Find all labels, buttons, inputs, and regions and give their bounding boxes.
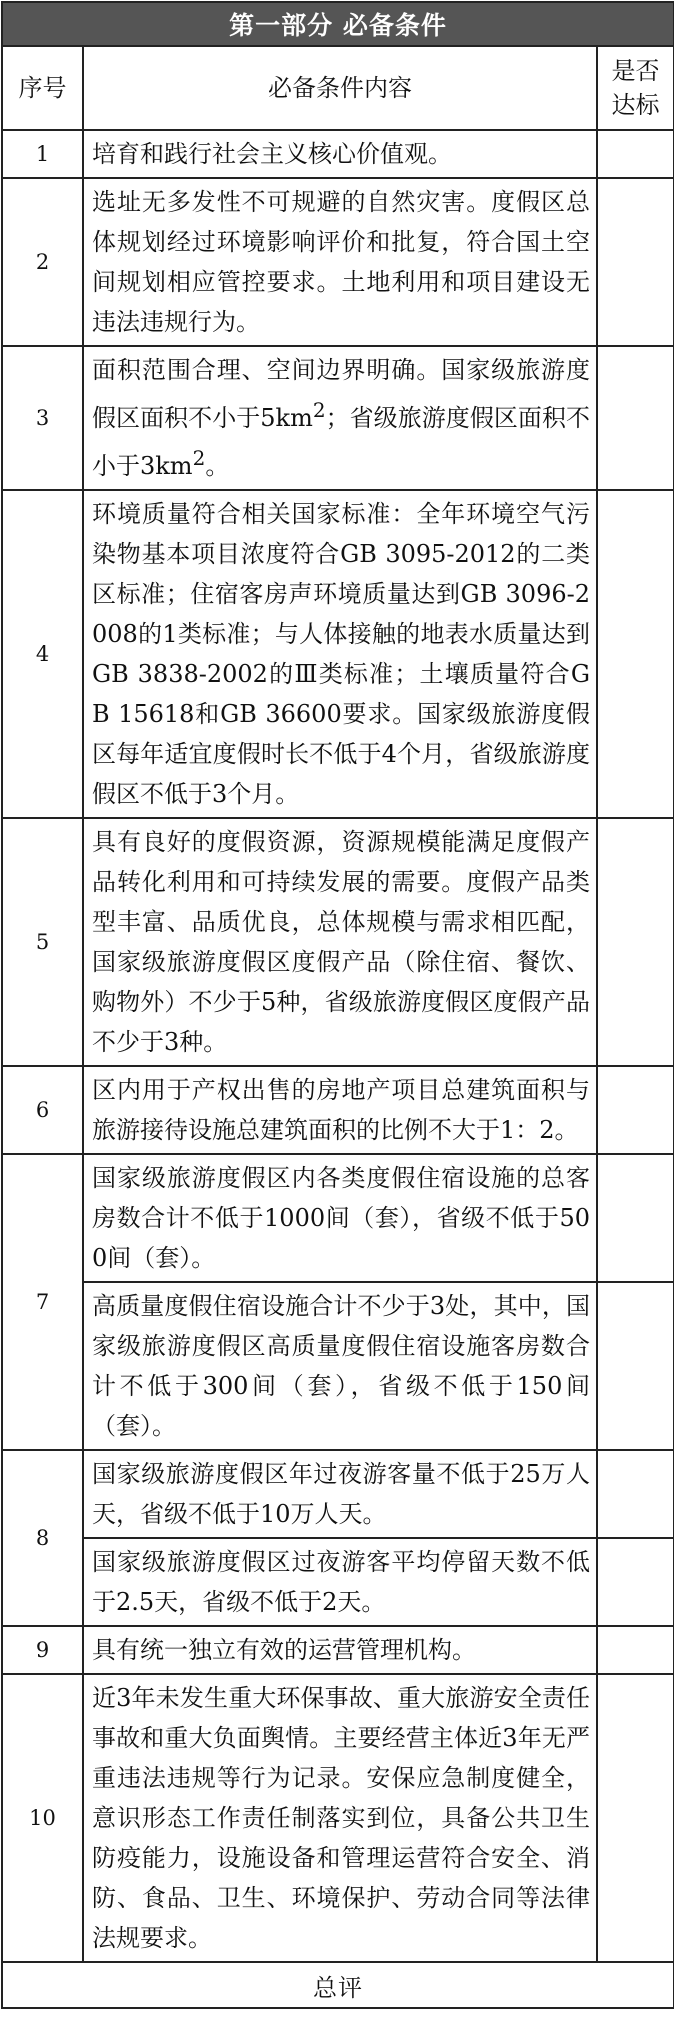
summary-label: 总评: [2, 1962, 674, 2008]
compliance-cell[interactable]: [597, 818, 674, 1066]
compliance-cell[interactable]: [597, 1450, 674, 1538]
header-compliance: [597, 46, 674, 130]
requirement-text: 具有良好的度假资源，资源规模能满足度假产品转化利用和可持续发展的需要。度假产品类型丰富、品质优良，总体规模与需求相匹配，国家级旅游度假区度假产品（除住宿、餐饮、购物外）不少于5种，省级旅游度假区度假产品不少于3种。: [83, 818, 597, 1066]
compliance-cell[interactable]: [597, 1154, 674, 1282]
table-title-row: [2, 2, 674, 46]
summary-row: [2, 1962, 674, 2008]
row-number: 10: [2, 1674, 83, 1962]
compliance-cell[interactable]: [597, 1538, 674, 1626]
requirement-text: 具有统一独立有效的运营管理机构。: [83, 1626, 597, 1674]
row-number: 3: [2, 346, 83, 490]
requirement-text: 培育和践行社会主义核心价值观。: [83, 130, 597, 178]
requirement-text: 选址无多发性不可规避的自然灾害。度假区总体规划经过环境影响评价和批复，符合国土空间规划相应管控要求。土地利用和项目建设无违法违规行为。: [83, 178, 597, 346]
table-title: 第一部分 必备条件: [2, 2, 674, 46]
row-number: 2: [2, 178, 83, 346]
compliance-cell[interactable]: [597, 1626, 674, 1674]
requirements-table: [1, 1, 674, 2009]
row-number: 1: [2, 130, 83, 178]
compliance-cell[interactable]: [597, 1066, 674, 1154]
table-row: [2, 1674, 674, 1962]
compliance-cell[interactable]: [597, 1282, 674, 1450]
compliance-cell[interactable]: [597, 1674, 674, 1962]
requirement-text: 国家级旅游度假区年过夜游客量不低于25万人天，省级不低于10万人天。: [83, 1450, 597, 1538]
table-row: [2, 818, 674, 1066]
requirement-text: 环境质量符合相关国家标准：全年环境空气污染物基本项目浓度符合GB 3095-2012的二类区标准；住宿客房声环境质量达到GB 3096-2008的1类标准；与人体接触的地表水质量达到GB 3838-2002的Ⅲ类标准；土壤质量符合GB 15618和GB 36600要求。国家级旅游度假区每年适宜度假时长不低于4个月，省级旅游度假区不低于3个月。: [83, 490, 597, 818]
requirement-text: 近3年未发生重大环保事故、重大旅游安全责任事故和重大负面舆情。主要经营主体近3年无严重违法违规等行为记录。安保应急制度健全，意识形态工作责任制落实到位，具备公共卫生防疫能力，设施设备和管理运营符合安全、消防、食品、卫生、环境保护、劳动合同等法律法规要求。: [83, 1674, 597, 1962]
table-row: [2, 178, 674, 346]
table-row: [2, 346, 674, 490]
requirement-text: 面积范围合理、空间边界明确。国家级旅游度假区面积不小于$5km^2$；省级旅游度假区面积不小于$3km^2$。: [83, 346, 597, 490]
header-serial-number: 序号: [2, 46, 83, 130]
row-number: 4: [2, 490, 83, 818]
compliance-cell[interactable]: [597, 130, 674, 178]
row-number: 6: [2, 1066, 83, 1154]
table-row: [2, 490, 674, 818]
header-compliance-line1: 是否: [611, 57, 660, 85]
table-row: [2, 1154, 674, 1282]
requirement-text: 国家级旅游度假区内各类度假住宿设施的总客房数合计不低于1000间（套），省级不低于500间（套）。: [83, 1154, 597, 1282]
compliance-cell[interactable]: [597, 490, 674, 818]
table-row: [2, 130, 674, 178]
requirement-text: 区内用于产权出售的房地产项目总建筑面积与旅游接待设施总建筑面积的比例不大于1：2。: [83, 1066, 597, 1154]
requirement-text: 高质量度假住宿设施合计不少于3处，其中，国家级旅游度假区高质量度假住宿设施客房数合计不低于300间（套），省级不低于150间（套）。: [83, 1282, 597, 1450]
table-header-row: [2, 46, 674, 130]
compliance-cell[interactable]: [597, 178, 674, 346]
row-number: 8: [2, 1450, 83, 1626]
table-row: [2, 1066, 674, 1154]
table-row: [2, 1450, 674, 1538]
table-row: [2, 1626, 674, 1674]
requirement-text: 国家级旅游度假区过夜游客平均停留天数不低于2.5天，省级不低于2天。: [83, 1538, 597, 1626]
compliance-cell[interactable]: [597, 346, 674, 490]
header-compliance-line2: 达标: [611, 91, 660, 119]
row-number: 7: [2, 1154, 83, 1450]
header-requirement-content: 必备条件内容: [83, 46, 597, 130]
row-number: 9: [2, 1626, 83, 1674]
row-number: 5: [2, 818, 83, 1066]
table-row: [2, 1538, 674, 1626]
table-row: [2, 1282, 674, 1450]
